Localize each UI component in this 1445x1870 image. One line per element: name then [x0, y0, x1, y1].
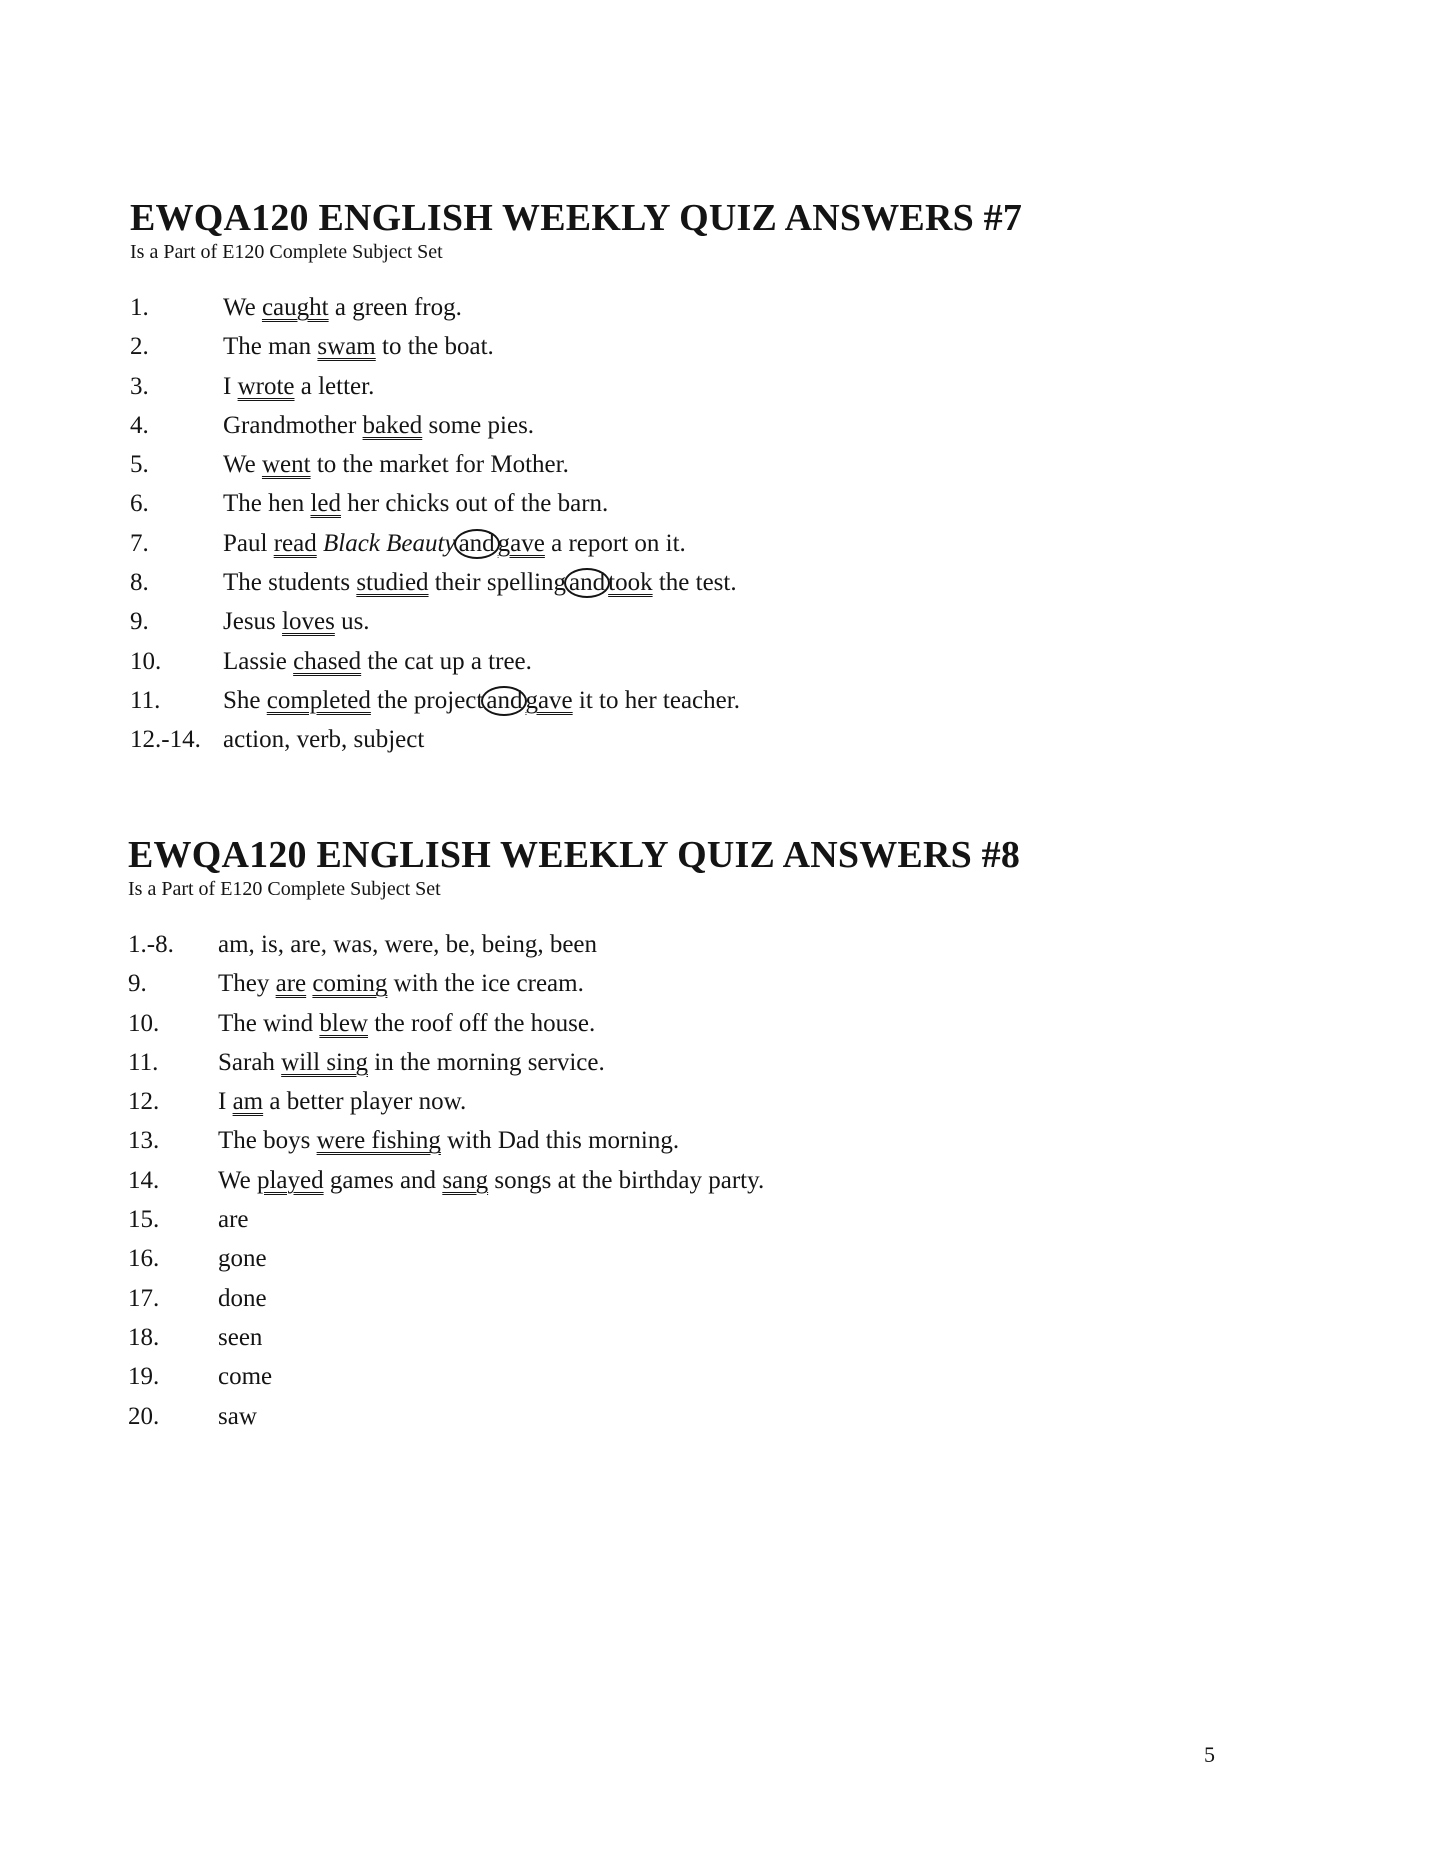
- answer-item: [128, 1043, 1020, 1082]
- answer-number: 2.: [130, 333, 149, 361]
- underlined-answer: caught: [261, 294, 329, 321]
- answer-item: [128, 1200, 1020, 1239]
- answer-text-part: a letter.: [294, 372, 375, 400]
- answer-number: 8.: [130, 569, 149, 597]
- answer-text-part: The boys: [218, 1127, 317, 1155]
- underlined-answer: studied: [356, 569, 429, 597]
- answer-text-part: her chicks out of the barn.: [341, 490, 609, 518]
- answer-item: [128, 1279, 1020, 1318]
- answer-text: [223, 406, 534, 445]
- underlined-answer: wrote: [237, 372, 295, 400]
- circled-conjunction: and: [481, 686, 527, 716]
- answer-text-part: Jesus: [223, 608, 283, 636]
- answer-text: [223, 681, 740, 720]
- underlined-answer: gave: [497, 529, 545, 557]
- answer-text-part: We: [218, 1166, 257, 1194]
- answer-item: [130, 720, 1022, 759]
- answer-number: 10.: [128, 1009, 160, 1037]
- underlined-answer: coming: [312, 970, 388, 998]
- underlined-answer: played: [256, 1166, 324, 1194]
- answer-text: [218, 1004, 595, 1043]
- underlined-answer: am: [232, 1088, 264, 1116]
- answer-item: [130, 288, 1022, 327]
- answer-text-part: We: [223, 451, 262, 479]
- answer-number: 11.: [130, 686, 161, 714]
- answer-text-part: with Dad this morning.: [440, 1127, 680, 1155]
- circled-conjunction: and: [454, 529, 500, 559]
- answer-text-part: a green frog.: [328, 294, 462, 321]
- answer-text-part: am, is, are, was, were, be, being, been: [218, 931, 598, 958]
- answer-item: [128, 1357, 1020, 1396]
- underlined-answer: are: [275, 970, 307, 998]
- answer-number: 4.: [130, 411, 149, 439]
- answer-item: [128, 1397, 1020, 1436]
- answer-text-part: to the market for Mother.: [310, 451, 569, 479]
- answer-number: 12.: [128, 1088, 160, 1116]
- page-number: 5: [1204, 1742, 1215, 1767]
- underlined-answer: took: [608, 569, 653, 597]
- answer-text-part: She: [223, 686, 267, 714]
- answer-text-part: done: [218, 1284, 267, 1312]
- underlined-answer: baked: [362, 411, 423, 439]
- answer-text-part: gone: [218, 1245, 267, 1273]
- answer-text: [218, 1161, 764, 1200]
- answer-text-part: The hen: [223, 490, 311, 518]
- answer-item: [130, 563, 1022, 602]
- answer-text-part: to the boat.: [375, 333, 494, 361]
- answer-text: [218, 964, 584, 1003]
- answer-number: 1.-8.: [128, 931, 174, 958]
- underlined-answer: sang: [442, 1166, 489, 1194]
- answer-number: 10.: [130, 647, 162, 675]
- answer-text-part: are: [218, 1206, 249, 1234]
- answer-number: 18.: [128, 1323, 160, 1351]
- answer-text-part: it to her teacher.: [572, 686, 740, 714]
- answer-text: [223, 642, 532, 681]
- underlined-answer: swam: [317, 333, 376, 361]
- underlined-answer: read: [273, 529, 317, 557]
- answer-text: [218, 925, 597, 964]
- underlined-answer: loves: [282, 608, 335, 636]
- answer-text-part: the test.: [652, 569, 737, 597]
- circled-conjunction: and: [564, 568, 610, 598]
- answer-item: [130, 681, 1022, 720]
- answer-text: [223, 288, 462, 327]
- quiz-7-subtitle: Is a Part of E120 Complete Subject Set: [130, 241, 443, 263]
- quiz-8-subtitle: Is a Part of E120 Complete Subject Set: [128, 878, 441, 900]
- answer-text-part: us.: [334, 608, 370, 636]
- answer-text: [218, 1318, 262, 1357]
- answer-item: [130, 524, 1022, 563]
- answer-text-part: I: [218, 1088, 233, 1116]
- quiz-8-section: [128, 833, 1020, 1436]
- answer-number: 11.: [128, 1048, 159, 1076]
- answer-item: [130, 602, 1022, 641]
- answer-item: [128, 1082, 1020, 1121]
- underlined-answer: gave: [525, 686, 573, 714]
- answer-text: [223, 602, 370, 641]
- answer-text-part: games and: [323, 1166, 443, 1194]
- answer-text-part: a better player now.: [263, 1088, 467, 1116]
- answer-text-part: the roof off the house.: [367, 1009, 596, 1037]
- answer-number: 7.: [130, 529, 149, 557]
- answer-number: 19.: [128, 1363, 160, 1391]
- answer-number: 14.: [128, 1166, 160, 1194]
- answer-number: 12.-14.: [130, 726, 201, 754]
- answer-text-part: The wind: [218, 1009, 320, 1037]
- answer-text-part: The man: [223, 333, 318, 361]
- answer-text-part: saw: [218, 1402, 257, 1430]
- answer-text-part: They: [218, 970, 276, 998]
- answer-text: [223, 367, 374, 406]
- quiz-8-title: EWQA120 ENGLISH WEEKLY QUIZ ANSWERS #8: [128, 834, 1021, 876]
- answer-text-part: action, verb, subject: [223, 726, 425, 754]
- answer-item: [130, 406, 1022, 445]
- answer-number: 1.: [130, 294, 149, 321]
- underlined-answer: completed: [266, 686, 371, 714]
- answer-item: [128, 1318, 1020, 1357]
- quiz-7-title: EWQA120 ENGLISH WEEKLY QUIZ ANSWERS #7: [130, 197, 1023, 239]
- answer-text: [218, 1239, 267, 1278]
- answer-text-part: with the ice cream.: [387, 970, 584, 998]
- underlined-answer: will sing: [281, 1048, 368, 1076]
- answer-number: 16.: [128, 1245, 160, 1273]
- answer-item: [128, 1239, 1020, 1278]
- answer-item: [128, 964, 1020, 1003]
- answer-item: [128, 1161, 1020, 1200]
- answer-number: 20.: [128, 1402, 160, 1430]
- quiz-7-section: [130, 196, 1022, 760]
- answer-item: [130, 445, 1022, 484]
- answer-text: [218, 1397, 257, 1436]
- underlined-answer: went: [261, 451, 311, 479]
- underlined-answer: led: [310, 490, 342, 518]
- answer-text: [223, 524, 686, 563]
- answer-text: [223, 327, 494, 366]
- answer-number: 6.: [130, 490, 149, 518]
- answer-text-part: their spelling: [428, 569, 567, 597]
- answer-number: 17.: [128, 1284, 160, 1312]
- answer-text-part: the cat up a tree.: [361, 647, 532, 675]
- answer-text: [223, 720, 424, 759]
- answer-text-part: We: [223, 294, 262, 321]
- answer-text: [223, 445, 569, 484]
- answer-number: 5.: [130, 451, 149, 479]
- answer-text-part: The students: [223, 569, 357, 597]
- underlined-answer: blew: [319, 1009, 368, 1037]
- answer-text: [218, 1043, 605, 1082]
- answer-text-part: some pies.: [422, 411, 535, 439]
- answer-text-part: songs at the birthday party.: [488, 1166, 765, 1194]
- answer-text: [223, 484, 608, 523]
- answer-item: [128, 1004, 1020, 1043]
- answer-item: [130, 367, 1022, 406]
- underlined-answer: chased: [293, 647, 362, 675]
- answer-text: [218, 1357, 272, 1396]
- answer-number: 3.: [130, 372, 149, 400]
- answer-item: [128, 925, 1020, 964]
- answer-text: [218, 1121, 679, 1160]
- quiz-8-answer-list: [128, 925, 1020, 1436]
- answer-text-part: Grandmother: [223, 411, 363, 439]
- answer-text-part: seen: [218, 1323, 263, 1351]
- answer-item: [130, 642, 1022, 681]
- answer-text-part: Lassie: [223, 647, 294, 675]
- answer-text: [223, 563, 737, 602]
- answer-text: [218, 1200, 249, 1239]
- answer-item: [128, 1121, 1020, 1160]
- italic-title: Black Beauty: [322, 529, 456, 557]
- answer-text-part: Paul: [223, 529, 274, 557]
- answer-text-part: come: [218, 1363, 273, 1391]
- answer-number: 9.: [128, 970, 147, 998]
- answer-text-part: in the morning service.: [368, 1048, 605, 1076]
- quiz-7-answer-list: [130, 288, 1022, 760]
- answer-item: [130, 484, 1022, 523]
- answer-text-part: I: [223, 372, 238, 400]
- answer-text: [218, 1279, 267, 1318]
- underlined-answer: were fishing: [316, 1127, 441, 1155]
- answer-number: 9.: [130, 608, 149, 636]
- answer-text-part: Sarah: [218, 1048, 282, 1076]
- answer-text-part: a report on it.: [544, 529, 686, 557]
- answer-item: [130, 327, 1022, 366]
- answer-text: [218, 1082, 466, 1121]
- answer-number: 13.: [128, 1127, 160, 1155]
- answer-number: 15.: [128, 1206, 160, 1234]
- answer-text-part: the project: [370, 686, 484, 714]
